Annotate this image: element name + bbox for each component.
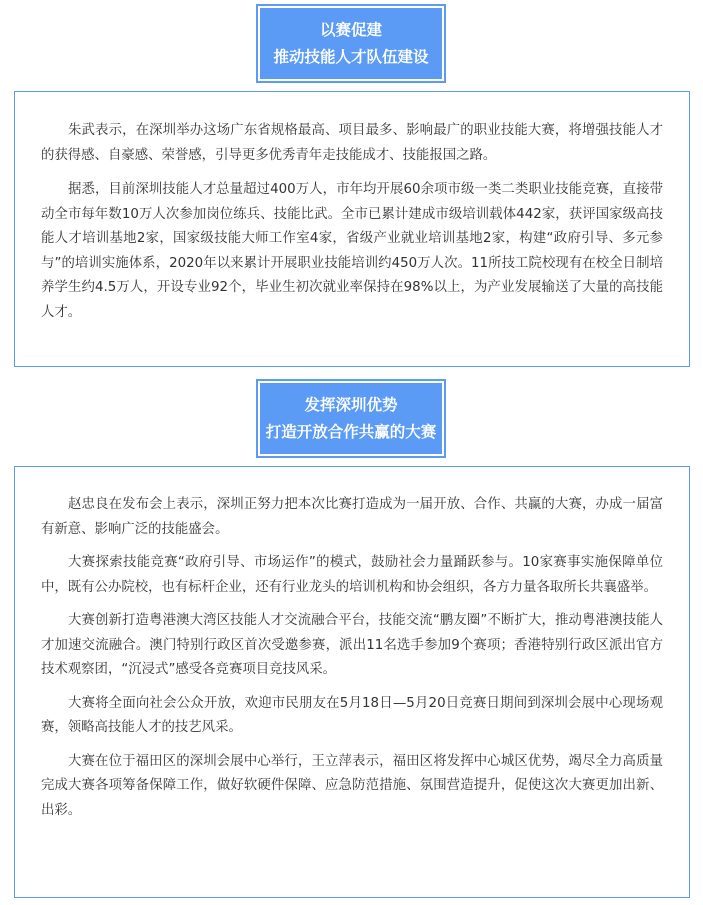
section-2-heading-line-1: 发挥深圳优势 bbox=[304, 395, 398, 414]
section-2-heading bbox=[258, 381, 444, 456]
section-1-paragraph-1: 朱武表示，在深圳举办这场广东省规格最高、项目最多、影响最广的职业技能大赛，将增强技能人才的获得感、自豪感、荣誉感，引导更多优秀青年走技能成才、技能报国之路。 bbox=[41, 123, 663, 163]
section-2-panel bbox=[14, 466, 690, 898]
section-2-paragraph-4: 大赛将全面向社会公众开放，欢迎市民朋友在5月18日—5月20日竞赛日期间到深圳会展中心现场观赛，领略高技能人才的技艺风采。 bbox=[41, 695, 663, 735]
section-2-paragraph-2: 大赛探索技能竞赛“政府引导、市场运作”的模式，鼓励社会力量踊跃参与。10家赛事实施保障单位中，既有公办院校，也有标杆企业，还有行业龙头的培训机构和协会组织，各方力量各取所长共襄盛举。 bbox=[41, 555, 663, 595]
section-1-heading-line-1: 以赛促建 bbox=[319, 20, 382, 39]
section-1-heading bbox=[258, 6, 444, 81]
section-1-heading-line-2: 推动技能人才队伍建设 bbox=[273, 47, 429, 66]
section-2-heading-line-2: 打造开放合作共赢的大赛 bbox=[265, 422, 437, 441]
section-2-paragraph-3: 大赛创新打造粤港澳大湾区技能人才交流融合平台，技能交流“鹏友圈”不断扩大，推动粤港澳技能人才加速交流融合。澳门特别行政区首次受邀参赛，派出11名选手参加9个赛项；香港特别行政区派出官方技术观察团，“沉浸式”感受各竞赛项目竞技风采。 bbox=[41, 613, 663, 677]
section-2-paragraph-5: 大赛在位于福田区的深圳会展中心举行，王立萍表示，福田区将发挥中心城区优势，竭尽全力高质量完成大赛各项筹备保障工作，做好软硬件保障、应急防范措施、氛围营造提升，促使这次大赛更加出新、出彩。 bbox=[41, 753, 663, 818]
section-1-paragraph-2: 据悉，目前深圳技能人才总量超过400万人，市年均开展60余项市级一类二类职业技能竞赛，直接带动全市每年数10万人次参加岗位练兵、技能比武。全市已累计建成市级培训载体442家，获评国家级高技能人才培训基地2家，国家级技能大师工作室4家，省级产业就业培训基地2家，构建“政府引导、多元参与”的培训实施体系，2020年以来累计开展职业技能培训约450万人次。11所技工院校现有在校全日制培养学生约4.5万人，开设专业92个，毕业生初次就业率保持在98%以上，为产业发展输送了大量的高技能人才。 bbox=[41, 182, 663, 320]
section-1-panel bbox=[14, 91, 690, 367]
section-2-paragraph-1: 赵忠良在发布会上表示，深圳正努力把本次比赛打造成为一届开放、合作、共赢的大赛，办成一届富有新意、影响广泛的技能盛会。 bbox=[41, 497, 663, 537]
